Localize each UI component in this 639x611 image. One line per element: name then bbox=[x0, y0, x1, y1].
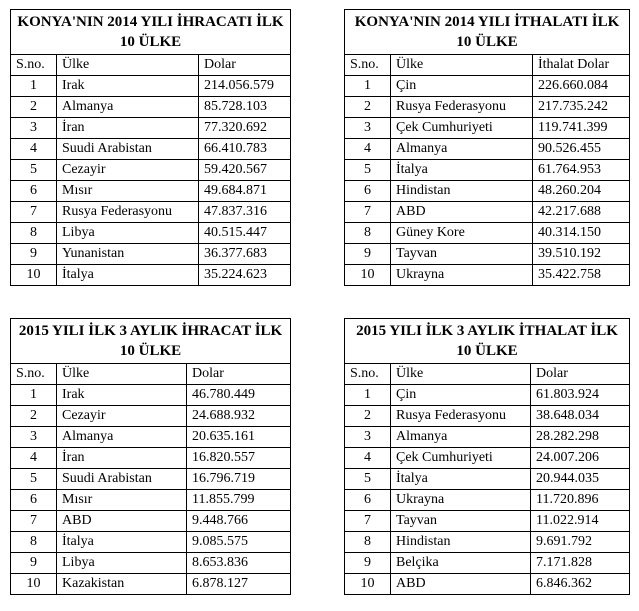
value-cell: 90.526.455 bbox=[533, 139, 630, 160]
value-cell: 119.741.399 bbox=[533, 118, 630, 139]
country-cell: Tayvan bbox=[391, 511, 531, 532]
country-cell: Ukrayna bbox=[391, 265, 533, 286]
row-number: 10 bbox=[11, 574, 57, 595]
row-number: 4 bbox=[345, 448, 391, 469]
country-cell: Yunanistan bbox=[57, 244, 199, 265]
table-row bbox=[345, 553, 630, 574]
table-row bbox=[11, 511, 291, 532]
table-row bbox=[11, 385, 291, 406]
export-2015-q1-table bbox=[10, 318, 291, 595]
import-2014-table bbox=[344, 9, 630, 286]
value-cell: 24.688.932 bbox=[187, 406, 291, 427]
table-row bbox=[11, 406, 291, 427]
table-row bbox=[345, 385, 630, 406]
table-row bbox=[11, 202, 291, 223]
row-number: 4 bbox=[11, 448, 57, 469]
table-row bbox=[345, 202, 630, 223]
value-cell: 11.022.914 bbox=[531, 511, 630, 532]
value-cell: 49.684.871 bbox=[199, 181, 291, 202]
country-cell: Rusya Federasyonu bbox=[57, 202, 199, 223]
country-cell: Mısır bbox=[57, 490, 187, 511]
table-row bbox=[345, 511, 630, 532]
table-row bbox=[11, 139, 291, 160]
row-number: 1 bbox=[11, 385, 57, 406]
table-title-row bbox=[345, 319, 630, 364]
table-row bbox=[11, 532, 291, 553]
value-cell: 16.796.719 bbox=[187, 469, 291, 490]
value-cell: 66.410.783 bbox=[199, 139, 291, 160]
table-row bbox=[11, 448, 291, 469]
table-header-row bbox=[11, 55, 291, 76]
country-cell: Çek Cumhuriyeti bbox=[391, 448, 531, 469]
country-cell: ABD bbox=[391, 202, 533, 223]
row-number: 3 bbox=[345, 427, 391, 448]
value-cell: 9.448.766 bbox=[187, 511, 291, 532]
table-row bbox=[11, 181, 291, 202]
value-cell: 9.691.792 bbox=[531, 532, 630, 553]
country-cell: Ukrayna bbox=[391, 490, 531, 511]
value-cell: 20.944.035 bbox=[531, 469, 630, 490]
value-cell: 8.653.836 bbox=[187, 553, 291, 574]
table-title-row bbox=[11, 319, 291, 364]
row-number: 8 bbox=[345, 223, 391, 244]
table-row bbox=[345, 469, 630, 490]
value-cell: 214.056.579 bbox=[199, 76, 291, 97]
value-cell: 6.846.362 bbox=[531, 574, 630, 595]
table-row bbox=[11, 223, 291, 244]
header-country: Ülke bbox=[57, 364, 187, 385]
value-cell: 38.648.034 bbox=[531, 406, 630, 427]
value-cell: 40.515.447 bbox=[199, 223, 291, 244]
table-row bbox=[11, 76, 291, 97]
table-title-row bbox=[345, 10, 630, 55]
row-number: 6 bbox=[345, 490, 391, 511]
table-row bbox=[11, 469, 291, 490]
row-number: 7 bbox=[11, 511, 57, 532]
country-cell: Çin bbox=[391, 76, 533, 97]
country-cell: Rusya Federasyonu bbox=[391, 97, 533, 118]
value-cell: 46.780.449 bbox=[187, 385, 291, 406]
table-row bbox=[11, 160, 291, 181]
header-country: Ülke bbox=[57, 55, 199, 76]
table-row bbox=[345, 406, 630, 427]
table-header-row bbox=[11, 364, 291, 385]
row-number: 4 bbox=[11, 139, 57, 160]
value-cell: 35.224.623 bbox=[199, 265, 291, 286]
country-cell: Çin bbox=[391, 385, 531, 406]
value-cell: 11.855.799 bbox=[187, 490, 291, 511]
row-number: 3 bbox=[11, 118, 57, 139]
table-row bbox=[11, 244, 291, 265]
value-cell: 40.314.150 bbox=[533, 223, 630, 244]
row-number: 8 bbox=[11, 532, 57, 553]
value-cell: 36.377.683 bbox=[199, 244, 291, 265]
value-cell: 28.282.298 bbox=[531, 427, 630, 448]
row-number: 7 bbox=[345, 202, 391, 223]
row-number: 9 bbox=[345, 244, 391, 265]
value-cell: 24.007.206 bbox=[531, 448, 630, 469]
value-cell: 16.820.557 bbox=[187, 448, 291, 469]
row-number: 4 bbox=[345, 139, 391, 160]
row-number: 6 bbox=[345, 181, 391, 202]
country-cell: İtalya bbox=[57, 532, 187, 553]
row-number: 6 bbox=[11, 490, 57, 511]
row-number: 2 bbox=[11, 97, 57, 118]
value-cell: 61.764.953 bbox=[533, 160, 630, 181]
header-value: İthalat Dolar bbox=[533, 55, 630, 76]
value-cell: 42.217.688 bbox=[533, 202, 630, 223]
country-cell: Libya bbox=[57, 553, 187, 574]
country-cell: Güney Kore bbox=[391, 223, 533, 244]
header-sno: S.no. bbox=[11, 364, 57, 385]
value-cell: 11.720.896 bbox=[531, 490, 630, 511]
value-cell: 7.171.828 bbox=[531, 553, 630, 574]
country-cell: İran bbox=[57, 118, 199, 139]
table-row bbox=[11, 553, 291, 574]
country-cell: Rusya Federasyonu bbox=[391, 406, 531, 427]
value-cell: 77.320.692 bbox=[199, 118, 291, 139]
value-cell: 217.735.242 bbox=[533, 97, 630, 118]
table-title: KONYA'NIN 2014 YILI İHRACATI İLK 10 ÜLKE bbox=[11, 10, 291, 55]
row-number: 6 bbox=[11, 181, 57, 202]
table-row bbox=[345, 574, 630, 595]
row-number: 2 bbox=[345, 97, 391, 118]
table-title: 2015 YILI İLK 3 AYLIK İHRACAT İLK 10 ÜLKE bbox=[11, 319, 291, 364]
header-country: Ülke bbox=[391, 55, 533, 76]
row-number: 8 bbox=[345, 532, 391, 553]
export-2014-table bbox=[10, 9, 291, 286]
import-2015-q1-table bbox=[344, 318, 630, 595]
table-row bbox=[345, 244, 630, 265]
value-cell: 9.085.575 bbox=[187, 532, 291, 553]
table-row bbox=[345, 160, 630, 181]
table-row bbox=[345, 181, 630, 202]
value-cell: 61.803.924 bbox=[531, 385, 630, 406]
table-row bbox=[11, 265, 291, 286]
table-row bbox=[345, 118, 630, 139]
country-cell: Hindistan bbox=[391, 181, 533, 202]
table-row bbox=[345, 97, 630, 118]
row-number: 10 bbox=[11, 265, 57, 286]
row-number: 3 bbox=[345, 118, 391, 139]
value-cell: 85.728.103 bbox=[199, 97, 291, 118]
row-number: 10 bbox=[345, 574, 391, 595]
header-value: Dolar bbox=[531, 364, 630, 385]
value-cell: 6.878.127 bbox=[187, 574, 291, 595]
row-number: 5 bbox=[11, 469, 57, 490]
row-number: 10 bbox=[345, 265, 391, 286]
value-cell: 48.260.204 bbox=[533, 181, 630, 202]
table-title: KONYA'NIN 2014 YILI İTHALATI İLK 10 ÜLKE bbox=[345, 10, 630, 55]
country-cell: İtalya bbox=[391, 469, 531, 490]
value-cell: 20.635.161 bbox=[187, 427, 291, 448]
row-number: 3 bbox=[11, 427, 57, 448]
table-row bbox=[11, 118, 291, 139]
table-row bbox=[345, 427, 630, 448]
row-number: 1 bbox=[345, 76, 391, 97]
header-value: Dolar bbox=[199, 55, 291, 76]
country-cell: İtalya bbox=[57, 265, 199, 286]
row-number: 2 bbox=[11, 406, 57, 427]
country-cell: Almanya bbox=[391, 427, 531, 448]
country-cell: Suudi Arabistan bbox=[57, 469, 187, 490]
table-row bbox=[11, 574, 291, 595]
country-cell: ABD bbox=[391, 574, 531, 595]
table-row bbox=[11, 97, 291, 118]
value-cell: 226.660.084 bbox=[533, 76, 630, 97]
country-cell: Kazakistan bbox=[57, 574, 187, 595]
country-cell: Almanya bbox=[57, 427, 187, 448]
country-cell: İran bbox=[57, 448, 187, 469]
row-number: 7 bbox=[345, 511, 391, 532]
header-value: Dolar bbox=[187, 364, 291, 385]
table-row bbox=[11, 490, 291, 511]
country-cell: Cezayir bbox=[57, 160, 199, 181]
row-number: 8 bbox=[11, 223, 57, 244]
country-cell: Hindistan bbox=[391, 532, 531, 553]
table-header-row bbox=[345, 55, 630, 76]
country-cell: Belçika bbox=[391, 553, 531, 574]
country-cell: Çek Cumhuriyeti bbox=[391, 118, 533, 139]
header-sno: S.no. bbox=[11, 55, 57, 76]
value-cell: 59.420.567 bbox=[199, 160, 291, 181]
table-header-row bbox=[345, 364, 630, 385]
country-cell: ABD bbox=[57, 511, 187, 532]
table-row bbox=[345, 490, 630, 511]
row-number: 2 bbox=[345, 406, 391, 427]
country-cell: İtalya bbox=[391, 160, 533, 181]
row-number: 9 bbox=[345, 553, 391, 574]
table-title: 2015 YILI İLK 3 AYLIK İTHALAT İLK 10 ÜLKE bbox=[345, 319, 630, 364]
table-row bbox=[11, 427, 291, 448]
row-number: 5 bbox=[11, 160, 57, 181]
country-cell: Cezayir bbox=[57, 406, 187, 427]
header-country: Ülke bbox=[391, 364, 531, 385]
country-cell: Libya bbox=[57, 223, 199, 244]
row-number: 5 bbox=[345, 160, 391, 181]
country-cell: Mısır bbox=[57, 181, 199, 202]
row-number: 5 bbox=[345, 469, 391, 490]
table-title-row bbox=[11, 10, 291, 55]
country-cell: Almanya bbox=[57, 97, 199, 118]
header-sno: S.no. bbox=[345, 55, 391, 76]
country-cell: Irak bbox=[57, 385, 187, 406]
row-number: 1 bbox=[11, 76, 57, 97]
row-number: 7 bbox=[11, 202, 57, 223]
value-cell: 39.510.192 bbox=[533, 244, 630, 265]
value-cell: 47.837.316 bbox=[199, 202, 291, 223]
country-cell: Irak bbox=[57, 76, 199, 97]
table-row bbox=[345, 139, 630, 160]
country-cell: Almanya bbox=[391, 139, 533, 160]
table-row bbox=[345, 448, 630, 469]
table-row bbox=[345, 76, 630, 97]
table-row bbox=[345, 532, 630, 553]
row-number: 9 bbox=[11, 244, 57, 265]
country-cell: Suudi Arabistan bbox=[57, 139, 199, 160]
value-cell: 35.422.758 bbox=[533, 265, 630, 286]
row-number: 9 bbox=[11, 553, 57, 574]
table-row bbox=[345, 223, 630, 244]
table-row bbox=[345, 265, 630, 286]
country-cell: Tayvan bbox=[391, 244, 533, 265]
header-sno: S.no. bbox=[345, 364, 391, 385]
row-number: 1 bbox=[345, 385, 391, 406]
